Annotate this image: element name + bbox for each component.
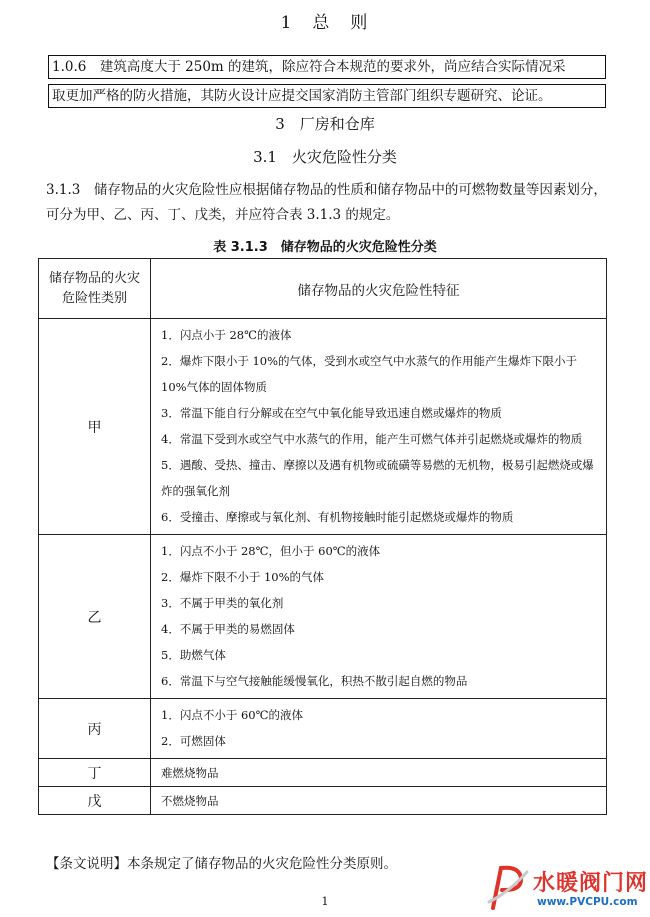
site-watermark [475,858,650,917]
list-item: 6．常温下与空气接触能缓慢氧化，积热不散引起自燃的物品 [161,674,468,688]
list-item: 1．闪点不小于 60℃的液体 [161,708,303,722]
watermark-site-url: www.PVCPU.com [537,896,638,908]
section-title: 3 厂房和仓库 [275,115,375,133]
table-caption: 表 3.1.3 储存物品的火灾危险性分类 [213,240,437,255]
list-item: 5．遇酸、受热、撞击、摩擦以及遇有机物或硫磺等易燃的无机物，极易引起燃烧或爆炸的强氧化剂 [161,458,594,498]
chapter-title: 1 总 则 [280,13,370,33]
subsection-title: 3.1 火灾危险性分类 [253,148,397,166]
characteristic-cell: 不燃烧物品 [151,787,607,815]
list-item: 2．爆炸下限不小于 10%的气体 [161,570,325,584]
list-item: 2．可燃固体 [161,734,226,748]
category-cell: 甲 [39,319,151,535]
list-item: 2．爆炸下限小于 10%的气体，受到水或空气中水蒸气的作用能产生爆炸下限小于 10%气体的固体物质 [161,354,578,394]
list-item: 1．闪点小于 28℃的液体 [161,328,292,342]
characteristic-cell [151,319,607,535]
category-cell: 丙 [39,699,151,759]
p-swoosh-logo-icon [487,862,529,912]
list-item: 1．闪点不小于 28℃，但小于 60℃的液体 [161,544,381,558]
list-item: 4．不属于甲类的易燃固体 [161,622,295,636]
page-number: 1 [321,895,329,908]
category-cell: 丁 [39,759,151,787]
table-row [39,759,607,787]
category-cell: 戊 [39,787,151,815]
clause-1-0-6-line-1: 1.0.6 建筑高度大于 250m 的建筑，除应符合本规范的要求外，尚应结合实际情况采 [48,55,606,79]
characteristic-cell [151,535,607,699]
characteristic-cell: 难燃烧物品 [151,759,607,787]
list-item: 4．常温下受到水或空气中水蒸气的作用，能产生可燃气体并引起燃烧或爆炸的物质 [161,432,583,446]
table-row [39,699,607,759]
header-category: 储存物品的火灾危险性类别 [39,259,151,319]
hazard-classification-table [38,258,607,815]
list-item: 5．助燃气体 [161,648,226,662]
table-row [39,319,607,535]
table-row [39,535,607,699]
category-cell: 乙 [39,535,151,699]
table-row [39,787,607,815]
header-characteristic: 储存物品的火灾危险性特征 [151,259,607,319]
list-item: 6．受撞击、摩擦或与氧化剂、有机物接触时能引起燃烧或爆炸的物质 [161,510,514,524]
clause-explanation: 【条文说明】本条规定了储存物品的火灾危险性分类原则。 [46,856,397,872]
list-item: 3．常温下能自行分解或在空气中氧化能导致迅速自燃或爆炸的物质 [161,406,502,420]
clause-1-0-6-line-2: 取更加严格的防火措施，其防火设计应提交国家消防主管部门组织专题研究、论证。 [48,84,606,108]
watermark-site-name: 水暖阀门网 [533,871,649,896]
table-header-row [39,259,607,319]
list-item: 3．不属于甲类的氧化剂 [161,596,284,610]
characteristic-cell [151,699,607,759]
clause-3-1-3: 3.1.3 储存物品的火灾危险性应根据储存物品的性质和储存物品中的可燃物数量等因素划分，可分为甲、乙、丙、丁、戊类，并应符合表 3.1.3 的规定。 [46,182,607,223]
